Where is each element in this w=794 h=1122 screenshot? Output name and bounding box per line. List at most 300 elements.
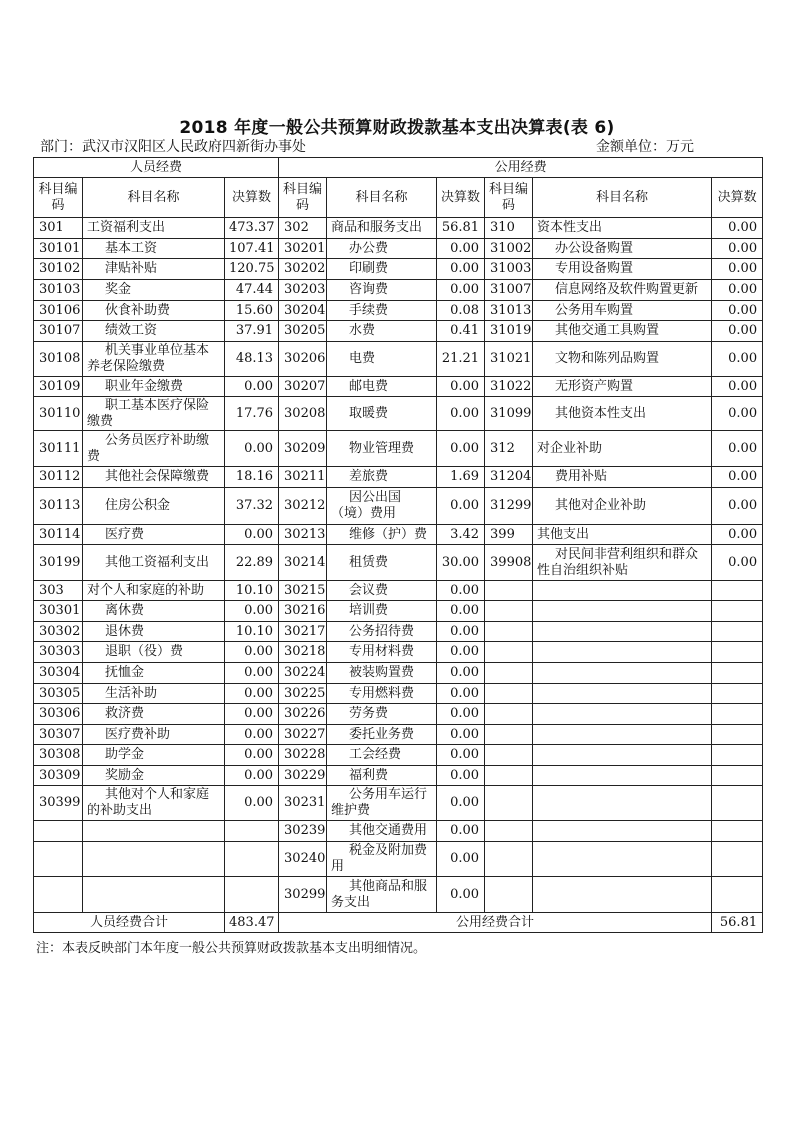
goods-name-cell: 专用材料费 xyxy=(327,642,437,663)
goods-code-cell: 30215 xyxy=(279,581,327,601)
goods-amount-cell: 0.00 xyxy=(437,601,485,622)
goods-code-cell: 30202 xyxy=(279,259,327,280)
personnel-amount-cell: 10.10 xyxy=(225,581,279,601)
goods-code-cell: 30213 xyxy=(279,525,327,545)
goods-amount-cell: 3.42 xyxy=(437,525,485,545)
goods-name-cell: 维修（护）费 xyxy=(327,525,437,545)
goods-amount-cell: 0.00 xyxy=(437,877,485,913)
col-header-name: 科目名称 xyxy=(83,178,225,218)
page-title: 2018 年度一般公共预算财政拨款基本支出决算表(表 6) xyxy=(179,118,615,138)
personnel-code-cell: 30309 xyxy=(34,766,83,786)
goods-amount-cell: 0.00 xyxy=(437,642,485,663)
personnel-name-cell xyxy=(83,842,225,877)
capital-code-cell xyxy=(485,684,533,704)
capital-amount-cell xyxy=(712,642,763,663)
personnel-name-cell: 医疗费 xyxy=(83,525,225,545)
personnel-code-cell: 30114 xyxy=(34,525,83,545)
col-header-code: 科目编码 xyxy=(485,178,533,218)
personnel-amount-cell: 0.00 xyxy=(225,786,279,821)
col-header-amount: 决算数 xyxy=(225,178,279,218)
capital-amount-cell xyxy=(712,601,763,622)
capital-code-cell: 31002 xyxy=(485,239,533,259)
personnel-amount-cell: 17.76 xyxy=(225,397,279,431)
goods-amount-cell: 0.00 xyxy=(437,663,485,684)
goods-name-cell: 劳务费 xyxy=(327,704,437,725)
goods-name-cell: 水费 xyxy=(327,321,437,342)
goods-amount-cell: 0.41 xyxy=(437,321,485,342)
personnel-amount-cell: 0.00 xyxy=(225,684,279,704)
goods-name-cell: 委托业务费 xyxy=(327,725,437,745)
personnel-amount-cell: 473.37 xyxy=(225,218,279,239)
table-row xyxy=(34,704,763,725)
table-row xyxy=(34,725,763,745)
personnel-code-cell: 30109 xyxy=(34,377,83,397)
goods-name-cell: 公务招待费 xyxy=(327,622,437,642)
capital-amount-cell: 0.00 xyxy=(712,488,763,525)
capital-amount-cell: 0.00 xyxy=(712,467,763,488)
personnel-amount-cell: 0.00 xyxy=(225,431,279,467)
capital-code-cell xyxy=(485,704,533,725)
capital-name-cell: 信息网络及软件购置更新 xyxy=(533,280,712,301)
capital-amount-cell xyxy=(712,842,763,877)
personnel-amount-cell: 15.60 xyxy=(225,301,279,321)
table-row xyxy=(34,642,763,663)
capital-name-cell: 其他资本性支出 xyxy=(533,397,712,431)
capital-amount-cell xyxy=(712,684,763,704)
personnel-code-cell: 301 xyxy=(34,218,83,239)
personnel-amount-cell: 0.00 xyxy=(225,377,279,397)
capital-code-cell: 312 xyxy=(485,431,533,467)
expenditure-table xyxy=(33,157,763,933)
personnel-amount-cell: 0.00 xyxy=(225,704,279,725)
personnel-amount-cell: 37.32 xyxy=(225,488,279,525)
goods-name-cell: 会议费 xyxy=(327,581,437,601)
goods-amount-cell: 0.00 xyxy=(437,397,485,431)
goods-amount-cell: 0.00 xyxy=(437,431,485,467)
capital-amount-cell xyxy=(712,581,763,601)
goods-amount-cell: 30.00 xyxy=(437,545,485,581)
capital-amount-cell: 0.00 xyxy=(712,218,763,239)
goods-code-cell: 30218 xyxy=(279,642,327,663)
capital-name-cell xyxy=(533,581,712,601)
personnel-code-cell xyxy=(34,842,83,877)
goods-amount-cell: 0.00 xyxy=(437,704,485,725)
capital-code-cell: 39908 xyxy=(485,545,533,581)
personnel-name-cell: 津贴补贴 xyxy=(83,259,225,280)
capital-amount-cell xyxy=(712,786,763,821)
public-total-label: 公用经费合计 xyxy=(279,913,712,933)
goods-code-cell: 30226 xyxy=(279,704,327,725)
capital-code-cell xyxy=(485,766,533,786)
personnel-name-cell: 奖金 xyxy=(83,280,225,301)
personnel-name-cell xyxy=(83,821,225,842)
footnote: 注：本表反映部门本年度一般公共预算财政拨款基本支出明细情况。 xyxy=(36,941,427,956)
personnel-amount-cell: 10.10 xyxy=(225,622,279,642)
goods-amount-cell: 0.00 xyxy=(437,581,485,601)
col-header-name: 科目名称 xyxy=(327,178,437,218)
capital-name-cell: 专用设备购置 xyxy=(533,259,712,280)
table-row xyxy=(34,239,763,259)
table-row xyxy=(34,786,763,821)
goods-name-cell: 咨询费 xyxy=(327,280,437,301)
personnel-name-cell: 离休费 xyxy=(83,601,225,622)
capital-code-cell: 31003 xyxy=(485,259,533,280)
personnel-name-cell: 其他对个人和家庭的补助支出 xyxy=(83,786,225,821)
capital-name-cell xyxy=(533,663,712,684)
personnel-amount-cell: 22.89 xyxy=(225,545,279,581)
col-header-name: 科目名称 xyxy=(533,178,712,218)
capital-name-cell xyxy=(533,745,712,766)
personnel-name-cell: 退职（役）费 xyxy=(83,642,225,663)
goods-name-cell: 其他交通费用 xyxy=(327,821,437,842)
goods-code-cell: 30208 xyxy=(279,397,327,431)
personnel-name-cell: 抚恤金 xyxy=(83,663,225,684)
capital-code-cell xyxy=(485,842,533,877)
personnel-code-cell: 30102 xyxy=(34,259,83,280)
table-row xyxy=(34,321,763,342)
table-row xyxy=(34,766,763,786)
goods-amount-cell: 21.21 xyxy=(437,342,485,377)
personnel-code-cell: 30112 xyxy=(34,467,83,488)
personnel-amount-cell: 47.44 xyxy=(225,280,279,301)
personnel-name-cell: 职业年金缴费 xyxy=(83,377,225,397)
personnel-amount-cell: 18.16 xyxy=(225,467,279,488)
personnel-name-cell: 医疗费补助 xyxy=(83,725,225,745)
capital-code-cell xyxy=(485,581,533,601)
goods-code-cell: 30227 xyxy=(279,725,327,745)
personnel-name-cell: 工资福利支出 xyxy=(83,218,225,239)
capital-amount-cell xyxy=(712,704,763,725)
goods-code-cell: 30212 xyxy=(279,488,327,525)
capital-amount-cell: 0.00 xyxy=(712,239,763,259)
personnel-code-cell: 30107 xyxy=(34,321,83,342)
personnel-code-cell: 30108 xyxy=(34,342,83,377)
goods-amount-cell: 0.00 xyxy=(437,259,485,280)
personnel-total-amount: 483.47 xyxy=(225,913,279,933)
goods-amount-cell: 0.00 xyxy=(437,745,485,766)
capital-code-cell: 31013 xyxy=(485,301,533,321)
personnel-total-label: 人员经费合计 xyxy=(34,913,225,933)
personnel-name-cell: 公务员医疗补助缴费 xyxy=(83,431,225,467)
personnel-amount-cell: 0.00 xyxy=(225,642,279,663)
goods-code-cell: 30217 xyxy=(279,622,327,642)
goods-amount-cell: 0.00 xyxy=(437,622,485,642)
table-row xyxy=(34,622,763,642)
goods-code-cell: 30299 xyxy=(279,877,327,913)
col-header-code: 科目编码 xyxy=(34,178,83,218)
personnel-name-cell: 住房公积金 xyxy=(83,488,225,525)
capital-code-cell xyxy=(485,745,533,766)
personnel-name-cell: 其他工资福利支出 xyxy=(83,545,225,581)
table-row xyxy=(34,684,763,704)
goods-name-cell: 税金及附加费用 xyxy=(327,842,437,877)
capital-name-cell: 其他对企业补助 xyxy=(533,488,712,525)
table-row xyxy=(34,545,763,581)
goods-name-cell: 工会经费 xyxy=(327,745,437,766)
capital-name-cell: 文物和陈列品购置 xyxy=(533,342,712,377)
capital-amount-cell xyxy=(712,877,763,913)
personnel-code-cell: 30106 xyxy=(34,301,83,321)
goods-amount-cell: 0.00 xyxy=(437,821,485,842)
personnel-code-cell: 30301 xyxy=(34,601,83,622)
table-row xyxy=(34,280,763,301)
table-row xyxy=(34,842,763,877)
personnel-code-cell: 30302 xyxy=(34,622,83,642)
table-row xyxy=(34,601,763,622)
public-total-amount: 56.81 xyxy=(712,913,763,933)
capital-name-cell: 其他支出 xyxy=(533,525,712,545)
capital-amount-cell: 0.00 xyxy=(712,301,763,321)
capital-name-cell xyxy=(533,786,712,821)
personnel-code-cell: 30113 xyxy=(34,488,83,525)
personnel-code-cell: 303 xyxy=(34,581,83,601)
capital-amount-cell xyxy=(712,745,763,766)
goods-code-cell: 30209 xyxy=(279,431,327,467)
capital-name-cell xyxy=(533,842,712,877)
personnel-code-cell: 30303 xyxy=(34,642,83,663)
personnel-code-cell: 30103 xyxy=(34,280,83,301)
table-row xyxy=(34,821,763,842)
personnel-name-cell: 对个人和家庭的补助 xyxy=(83,581,225,601)
capital-code-cell xyxy=(485,601,533,622)
goods-amount-cell: 0.00 xyxy=(437,239,485,259)
goods-name-cell: 租赁费 xyxy=(327,545,437,581)
capital-code-cell xyxy=(485,725,533,745)
personnel-name-cell: 其他社会保障缴费 xyxy=(83,467,225,488)
personnel-name-cell: 机关事业单位基本养老保险缴费 xyxy=(83,342,225,377)
personnel-header: 人员经费 xyxy=(34,158,279,178)
table-row xyxy=(34,259,763,280)
goods-name-cell: 公务用车运行维护费 xyxy=(327,786,437,821)
goods-amount-cell: 0.00 xyxy=(437,786,485,821)
goods-name-cell: 办公费 xyxy=(327,239,437,259)
unit-label: 金额单位：万元 xyxy=(596,139,694,155)
goods-name-cell: 其他商品和服务支出 xyxy=(327,877,437,913)
table-row xyxy=(34,663,763,684)
capital-amount-cell: 0.00 xyxy=(712,525,763,545)
personnel-name-cell: 退休费 xyxy=(83,622,225,642)
goods-amount-cell: 0.00 xyxy=(437,488,485,525)
goods-name-cell: 被装购置费 xyxy=(327,663,437,684)
capital-amount-cell: 0.00 xyxy=(712,397,763,431)
capital-name-cell xyxy=(533,684,712,704)
capital-name-cell: 对民间非营利组织和群众性自治组织补贴 xyxy=(533,545,712,581)
capital-amount-cell xyxy=(712,821,763,842)
capital-amount-cell: 0.00 xyxy=(712,280,763,301)
capital-code-cell: 310 xyxy=(485,218,533,239)
personnel-code-cell: 30399 xyxy=(34,786,83,821)
personnel-amount-cell: 0.00 xyxy=(225,525,279,545)
goods-code-cell: 30214 xyxy=(279,545,327,581)
goods-code-cell: 30239 xyxy=(279,821,327,842)
goods-amount-cell: 0.00 xyxy=(437,280,485,301)
table-row xyxy=(34,431,763,467)
goods-code-cell: 30206 xyxy=(279,342,327,377)
personnel-code-cell: 30110 xyxy=(34,397,83,431)
goods-amount-cell: 0.00 xyxy=(437,842,485,877)
table-row xyxy=(34,525,763,545)
capital-code-cell: 31204 xyxy=(485,467,533,488)
table-row xyxy=(34,301,763,321)
personnel-code-cell xyxy=(34,877,83,913)
goods-amount-cell: 0.00 xyxy=(437,766,485,786)
personnel-amount-cell: 0.00 xyxy=(225,663,279,684)
capital-name-cell xyxy=(533,725,712,745)
personnel-name-cell: 伙食补助费 xyxy=(83,301,225,321)
goods-name-cell: 手续费 xyxy=(327,301,437,321)
capital-name-cell xyxy=(533,821,712,842)
personnel-amount-cell: 0.00 xyxy=(225,766,279,786)
goods-name-cell: 电费 xyxy=(327,342,437,377)
capital-amount-cell: 0.00 xyxy=(712,321,763,342)
goods-name-cell: 商品和服务支出 xyxy=(327,218,437,239)
capital-amount-cell: 0.00 xyxy=(712,431,763,467)
personnel-amount-cell: 0.00 xyxy=(225,725,279,745)
capital-code-cell: 31099 xyxy=(485,397,533,431)
goods-name-cell: 专用燃料费 xyxy=(327,684,437,704)
personnel-name-cell: 绩效工资 xyxy=(83,321,225,342)
personnel-code-cell: 30305 xyxy=(34,684,83,704)
goods-name-cell: 物业管理费 xyxy=(327,431,437,467)
table-row xyxy=(34,218,763,239)
goods-code-cell: 30229 xyxy=(279,766,327,786)
goods-code-cell: 30228 xyxy=(279,745,327,766)
personnel-code-cell: 30304 xyxy=(34,663,83,684)
capital-name-cell xyxy=(533,766,712,786)
col-header-amount: 决算数 xyxy=(712,178,763,218)
capital-code-cell xyxy=(485,622,533,642)
table-row xyxy=(34,488,763,525)
personnel-name-cell: 生活补助 xyxy=(83,684,225,704)
capital-amount-cell xyxy=(712,725,763,745)
capital-amount-cell: 0.00 xyxy=(712,342,763,377)
capital-code-cell xyxy=(485,642,533,663)
goods-code-cell: 30203 xyxy=(279,280,327,301)
capital-name-cell: 费用补贴 xyxy=(533,467,712,488)
capital-code-cell: 31022 xyxy=(485,377,533,397)
capital-name-cell xyxy=(533,622,712,642)
goods-code-cell: 30201 xyxy=(279,239,327,259)
goods-name-cell: 培训费 xyxy=(327,601,437,622)
goods-amount-cell: 0.00 xyxy=(437,377,485,397)
capital-amount-cell xyxy=(712,766,763,786)
capital-code-cell xyxy=(485,663,533,684)
table-row xyxy=(34,877,763,913)
public-header: 公用经费 xyxy=(279,158,763,178)
goods-name-cell: 印刷费 xyxy=(327,259,437,280)
capital-name-cell xyxy=(533,704,712,725)
goods-code-cell: 30207 xyxy=(279,377,327,397)
goods-name-cell: 福利费 xyxy=(327,766,437,786)
capital-name-cell: 其他交通工具购置 xyxy=(533,321,712,342)
table-row xyxy=(34,377,763,397)
capital-code-cell: 31007 xyxy=(485,280,533,301)
col-header-code: 科目编码 xyxy=(279,178,327,218)
personnel-code-cell: 30111 xyxy=(34,431,83,467)
capital-code-cell xyxy=(485,821,533,842)
capital-amount-cell: 0.00 xyxy=(712,377,763,397)
table-row xyxy=(34,342,763,377)
personnel-amount-cell xyxy=(225,842,279,877)
goods-amount-cell: 0.00 xyxy=(437,725,485,745)
personnel-name-cell: 基本工资 xyxy=(83,239,225,259)
capital-amount-cell: 0.00 xyxy=(712,259,763,280)
capital-code-cell: 31021 xyxy=(485,342,533,377)
personnel-name-cell: 奖励金 xyxy=(83,766,225,786)
goods-code-cell: 302 xyxy=(279,218,327,239)
goods-name-cell: 邮电费 xyxy=(327,377,437,397)
personnel-amount-cell: 48.13 xyxy=(225,342,279,377)
table-row xyxy=(34,397,763,431)
personnel-amount-cell: 37.91 xyxy=(225,321,279,342)
capital-code-cell: 31019 xyxy=(485,321,533,342)
goods-amount-cell: 56.81 xyxy=(437,218,485,239)
goods-name-cell: 因公出国（境）费用 xyxy=(327,488,437,525)
goods-code-cell: 30211 xyxy=(279,467,327,488)
capital-code-cell xyxy=(485,877,533,913)
personnel-code-cell: 30199 xyxy=(34,545,83,581)
personnel-amount-cell: 0.00 xyxy=(225,601,279,622)
personnel-name-cell: 职工基本医疗保险缴费 xyxy=(83,397,225,431)
goods-amount-cell: 0.08 xyxy=(437,301,485,321)
goods-code-cell: 30231 xyxy=(279,786,327,821)
goods-code-cell: 30205 xyxy=(279,321,327,342)
personnel-name-cell: 助学金 xyxy=(83,745,225,766)
personnel-code-cell: 30306 xyxy=(34,704,83,725)
personnel-amount-cell: 107.41 xyxy=(225,239,279,259)
capital-amount-cell xyxy=(712,622,763,642)
personnel-code-cell: 30308 xyxy=(34,745,83,766)
goods-amount-cell: 1.69 xyxy=(437,467,485,488)
capital-code-cell xyxy=(485,786,533,821)
goods-code-cell: 30216 xyxy=(279,601,327,622)
col-header-amount: 决算数 xyxy=(437,178,485,218)
capital-code-cell: 399 xyxy=(485,525,533,545)
capital-name-cell: 对企业补助 xyxy=(533,431,712,467)
goods-code-cell: 30240 xyxy=(279,842,327,877)
personnel-amount-cell: 0.00 xyxy=(225,745,279,766)
goods-name-cell: 差旅费 xyxy=(327,467,437,488)
capital-code-cell: 31299 xyxy=(485,488,533,525)
personnel-name-cell xyxy=(83,877,225,913)
department-label: 部门：武汉市汉阳区人民政府四新街办事处 xyxy=(40,139,306,155)
personnel-code-cell xyxy=(34,821,83,842)
capital-amount-cell xyxy=(712,663,763,684)
capital-name-cell: 公务用车购置 xyxy=(533,301,712,321)
personnel-amount-cell: 120.75 xyxy=(225,259,279,280)
goods-amount-cell: 0.00 xyxy=(437,684,485,704)
table-row xyxy=(34,581,763,601)
capital-name-cell xyxy=(533,877,712,913)
goods-name-cell: 取暖费 xyxy=(327,397,437,431)
table-row xyxy=(34,745,763,766)
capital-name-cell: 资本性支出 xyxy=(533,218,712,239)
personnel-code-cell: 30101 xyxy=(34,239,83,259)
goods-code-cell: 30204 xyxy=(279,301,327,321)
capital-name-cell xyxy=(533,601,712,622)
capital-amount-cell: 0.00 xyxy=(712,545,763,581)
personnel-amount-cell xyxy=(225,821,279,842)
personnel-code-cell: 30307 xyxy=(34,725,83,745)
capital-name-cell: 办公设备购置 xyxy=(533,239,712,259)
capital-name-cell xyxy=(533,642,712,663)
personnel-amount-cell xyxy=(225,877,279,913)
capital-name-cell: 无形资产购置 xyxy=(533,377,712,397)
table-row xyxy=(34,467,763,488)
goods-code-cell: 30224 xyxy=(279,663,327,684)
personnel-name-cell: 救济费 xyxy=(83,704,225,725)
goods-code-cell: 30225 xyxy=(279,684,327,704)
